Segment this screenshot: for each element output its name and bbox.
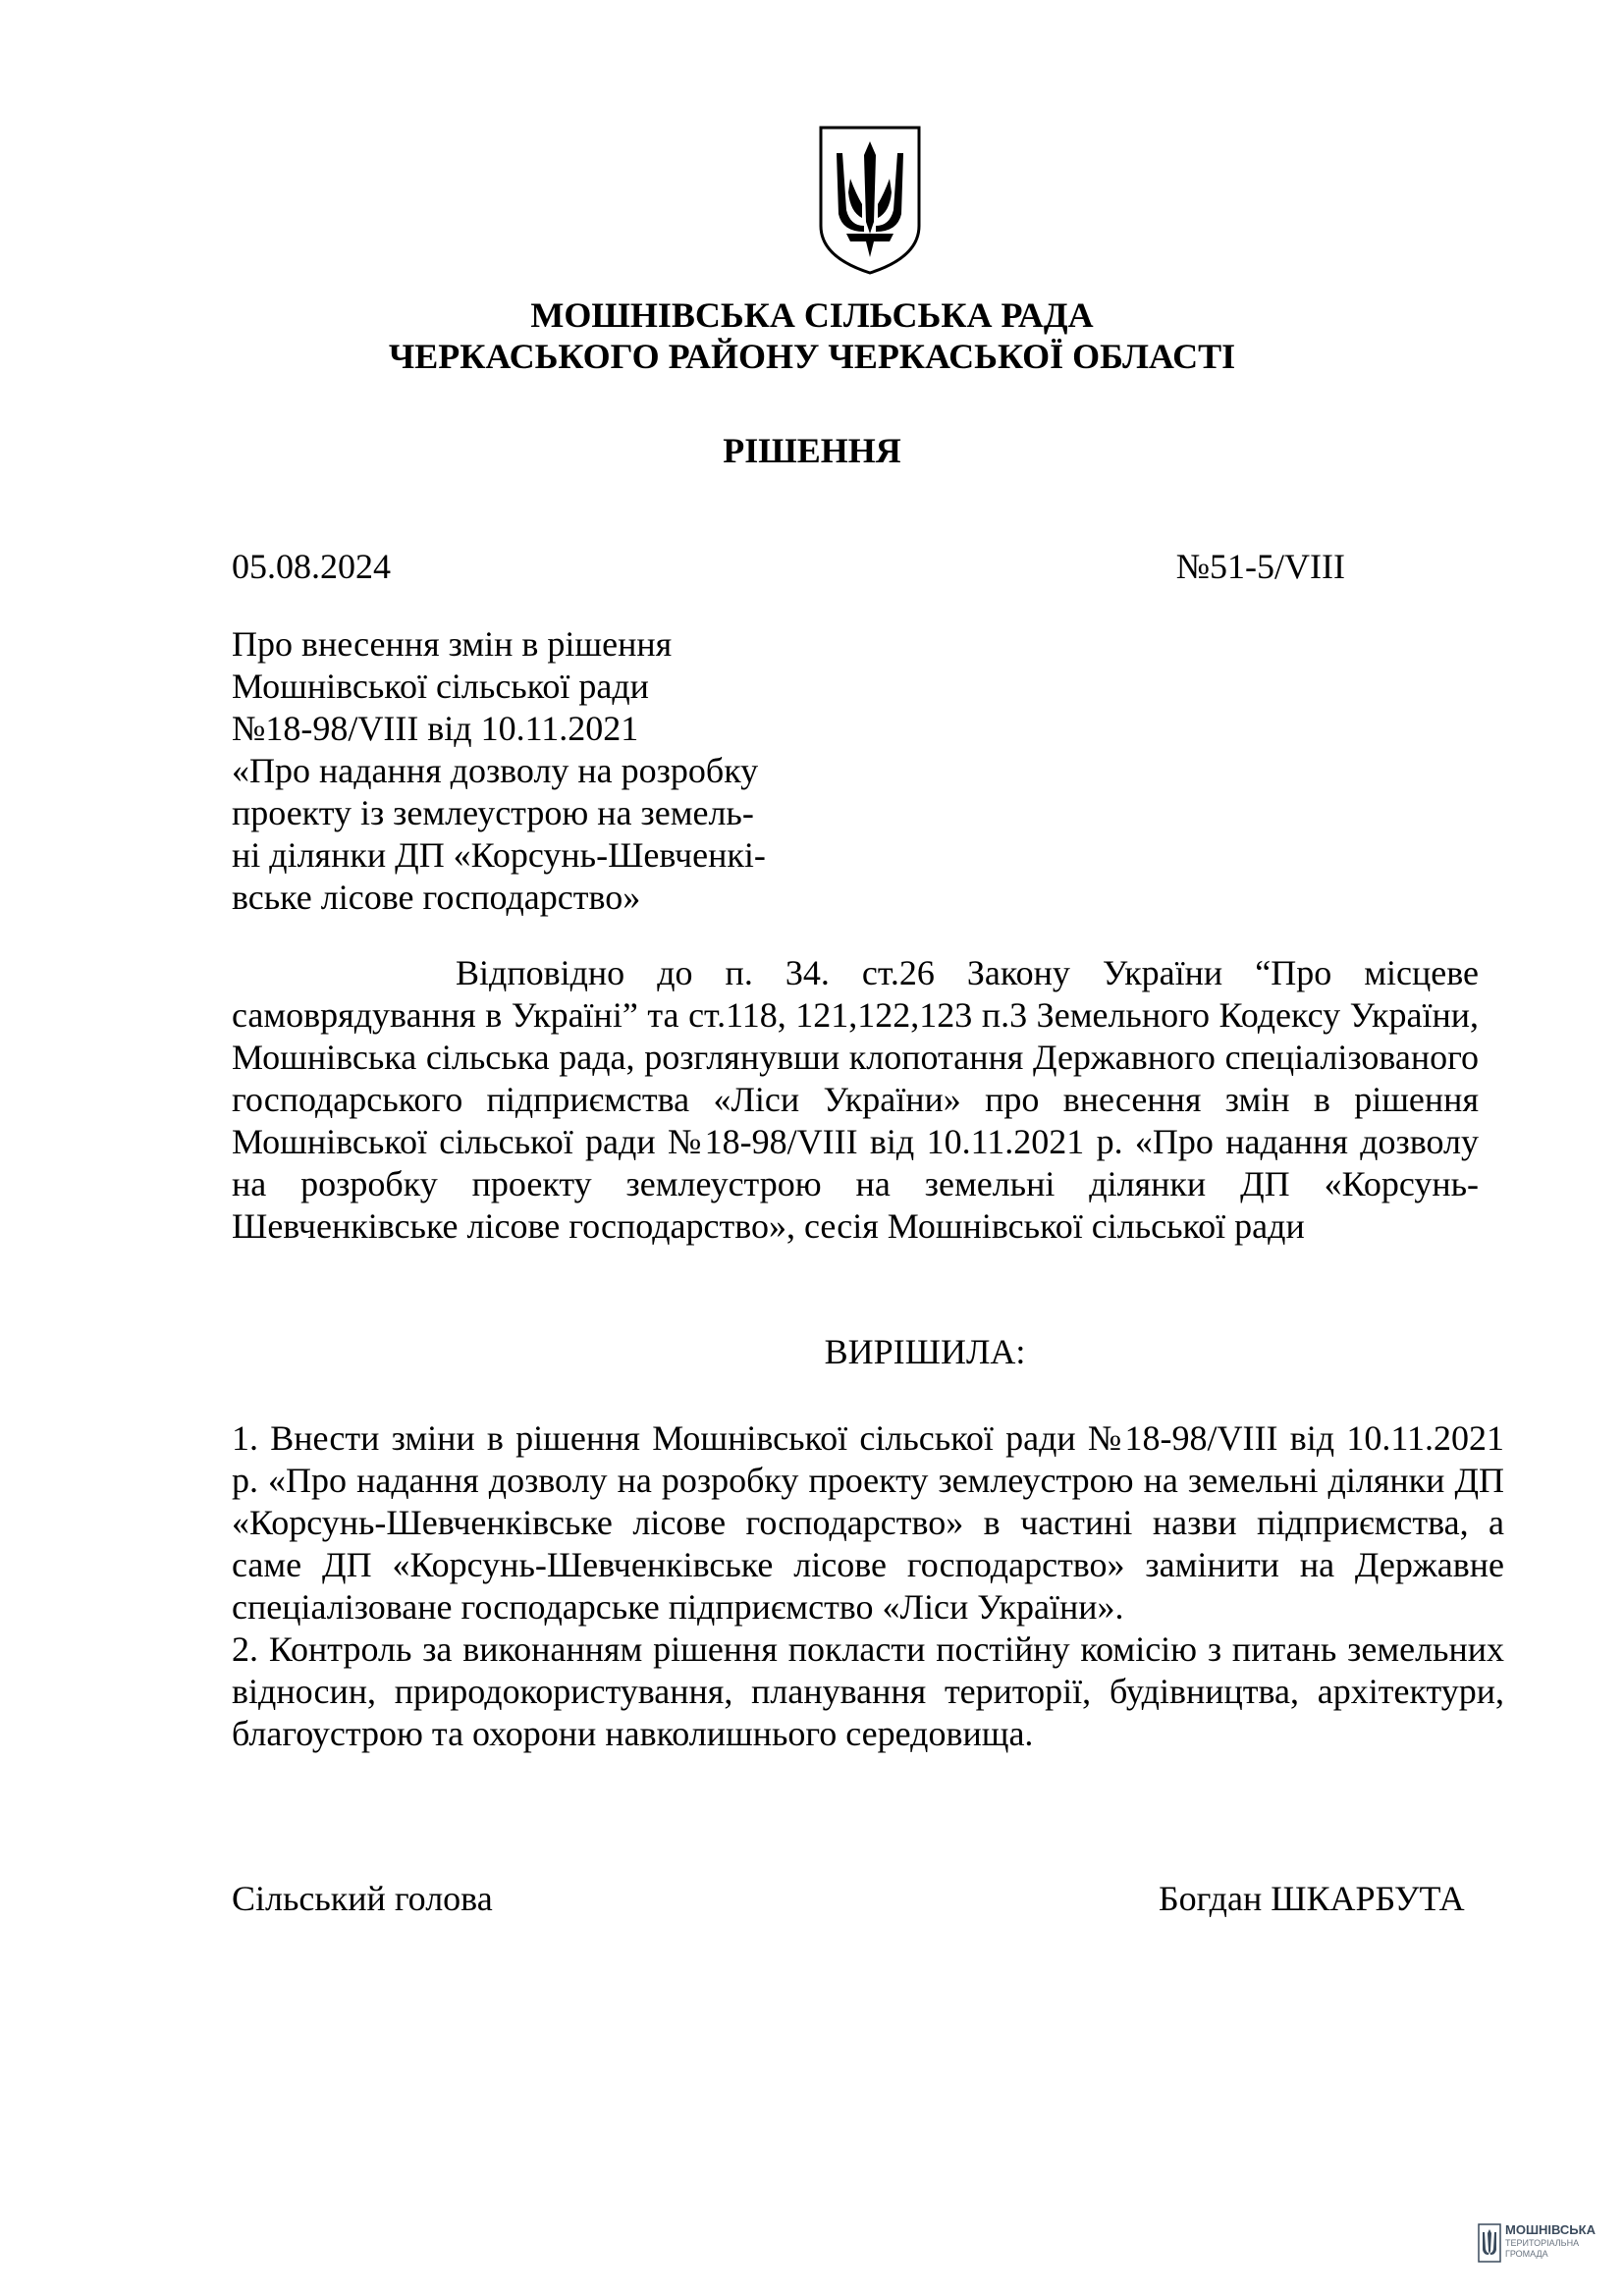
- trident-coat-of-arms-icon: [817, 124, 923, 277]
- footer-logo-line2: ТЕРИТОРІАЛЬНА: [1505, 2238, 1580, 2248]
- signature-name: Богдан ШКАРБУТА: [1159, 1879, 1465, 1918]
- council-name: МОШНІВСЬКА СІЛЬСЬКА РАДА: [530, 295, 1094, 335]
- decision-items: [232, 1417, 1504, 1755]
- footer-logo-line1: МОШНІВСЬКА: [1505, 2222, 1596, 2237]
- subject-line: проекту із землеустрою на земель-: [232, 793, 754, 832]
- footer-logo: [1478, 2221, 1605, 2267]
- decision-number: №51-5/VIII: [1175, 547, 1345, 586]
- trident-logo-icon: [1478, 2223, 1501, 2263]
- decision-subject: [232, 623, 766, 919]
- footer-logo-line3: ГРОМАДА: [1505, 2249, 1548, 2259]
- subject-line: Мошнівської сільської ради: [232, 667, 649, 706]
- decision-date: 05.08.2024: [232, 547, 391, 586]
- decision-item: 2. Контроль за виконанням рішення покласти постійну комісію з питань земельних відносин, природокористування, планування території, будівництва, архітектури, благоустрою та охорони навколишнього середовища.: [232, 1629, 1504, 1753]
- subject-line: №18-98/VIII від 10.11.2021: [232, 709, 639, 748]
- document-type: РІШЕННЯ: [723, 431, 901, 470]
- resolved-heading: ВИРІШИЛА:: [824, 1332, 1026, 1371]
- subject-line: Про внесення змін в рішення: [232, 624, 673, 664]
- subject-line: ні ділянки ДП «Корсунь-Шевченкі-: [232, 835, 766, 875]
- signature-position: Сільський голова: [232, 1879, 493, 1918]
- subject-line: «Про надання дозволу на розробку: [232, 751, 759, 790]
- council-district: ЧЕРКАСЬКОГО РАЙОНУ ЧЕРКАСЬКОЇ ОБЛАСТІ: [388, 337, 1236, 376]
- subject-line: вське лісове господарство»: [232, 878, 641, 917]
- decision-item: 1. Внести зміни в рішення Мошнівської сільської ради №18-98/VIII від 10.11.2021 р. «Про надання дозволу на розробку проекту землеустрою на земельні ділянки ДП «Корсунь-Шевченківське лісове господарство» в частині назви підприємства, а саме ДП «Корсунь-Шевченківське лісове господарство» замінити на Державне спеціалізоване господарське підприємство «Ліси України».: [232, 1418, 1504, 1627]
- preamble-paragraph: Відповідно до п. 34. ст.26 Закону України “Про місцеве самоврядування в Україні” та ст.118, 121,122,123 п.3 Земельного Кодексу України, Мошнівська сільська рада, розглянувши клопотання Державного спеціалізованого господарського підприємства «Ліси України» про внесення змін в рішення Мошнівської сільської ради №18-98/VIII від 10.11.2021 р. «Про надання дозволу на розробку проекту землеустрою на земельні ділянки ДП «Корсунь-Шевченківське лісове господарство», сесія Мошнівської сільської ради: [232, 953, 1479, 1246]
